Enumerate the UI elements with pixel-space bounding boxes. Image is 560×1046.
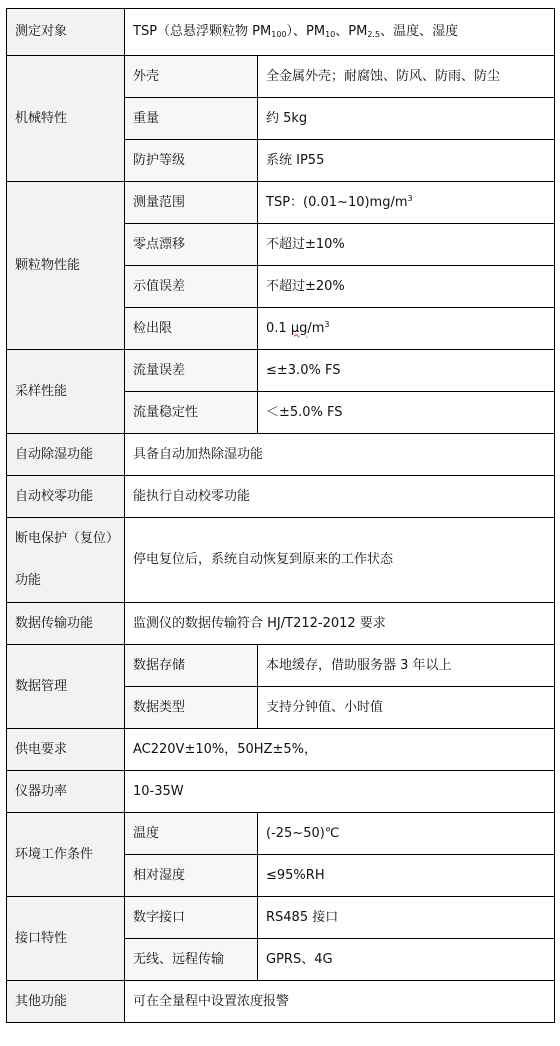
value-indication-error: 不超过±20% [258, 266, 555, 308]
label-sampling: 采样性能 [7, 350, 125, 434]
row-power-supply [7, 729, 555, 771]
name-protection: 防护等级 [125, 140, 258, 182]
label-particle: 颗粒物性能 [7, 182, 125, 350]
label-power-fail: 断电保护（复位）功能 [7, 518, 125, 603]
name-zero-drift: 零点漂移 [125, 224, 258, 266]
name-detection-limit: 检出限 [125, 308, 258, 350]
value-flow-error: ≤±3.0% FS [258, 350, 555, 392]
name-wireless-transfer: 无线、远程传输 [125, 939, 258, 981]
value-dehumid: 具备自动加热除湿功能 [125, 434, 555, 476]
label-data-mgmt: 数据管理 [7, 645, 125, 729]
name-weight: 重量 [125, 98, 258, 140]
name-digital-interface: 数字接口 [125, 897, 258, 939]
row-dehumid [7, 434, 555, 476]
value-data-type: 支持分钟值、小时值 [258, 687, 555, 729]
value-shell: 全金属外壳；耐腐蚀、防风、防雨、防尘 [258, 56, 555, 98]
label-power-supply: 供电要求 [7, 729, 125, 771]
value-measurement-object: TSP（总悬浮颗粒物 $PM_{100}$）、$PM_{10}$、$PM_{2.5}$、温度、湿度 [125, 9, 555, 56]
value-wireless-transfer: GPRS、4G [258, 939, 555, 981]
row-measurement-object [7, 9, 555, 56]
row-data-trans [7, 603, 555, 645]
name-temperature: 温度 [125, 813, 258, 855]
name-shell: 外壳 [125, 56, 258, 98]
name-indication-error: 示值误差 [125, 266, 258, 308]
value-range: TSP：$(0.01\sim 10)mg/m^3$ [258, 182, 555, 224]
spec-table [6, 8, 555, 1023]
row-zero-cal [7, 476, 555, 518]
value-flow-stability: ＜±5.0% FS [258, 392, 555, 434]
value-zero-cal: 能执行自动校零功能 [125, 476, 555, 518]
label-measurement-object: 测定对象 [7, 9, 125, 56]
label-dehumid: 自动除湿功能 [7, 434, 125, 476]
row-data-storage [7, 645, 555, 687]
name-range: 测量范围 [125, 182, 258, 224]
value-power-fail: 停电复位后，系统自动恢复到原来的工作状态 [125, 518, 555, 603]
label-environment: 环境工作条件 [7, 813, 125, 897]
value-zero-drift: 不超过±10% [258, 224, 555, 266]
value-digital-interface: RS485 接口 [258, 897, 555, 939]
row-env-temperature [7, 813, 555, 855]
value-data-trans: 监测仪的数据传输符合 HJ/T212-2012 要求 [125, 603, 555, 645]
row-particle-range [7, 182, 555, 224]
value-data-storage: 本地缓存，借助服务器 3 年以上 [258, 645, 555, 687]
row-mechanical-shell [7, 56, 555, 98]
name-flow-stability: 流量稳定性 [125, 392, 258, 434]
value-weight: 约 5kg [258, 98, 555, 140]
row-interface-digital [7, 897, 555, 939]
row-power-fail [7, 518, 555, 603]
row-other [7, 981, 555, 1023]
name-humidity: 相对湿度 [125, 855, 258, 897]
name-flow-error: 流量误差 [125, 350, 258, 392]
label-zero-cal: 自动校零功能 [7, 476, 125, 518]
label-mechanical: 机械特性 [7, 56, 125, 182]
value-protection: 系统 IP55 [258, 140, 555, 182]
name-data-type: 数据类型 [125, 687, 258, 729]
value-temperature: (-25~50)℃ [258, 813, 555, 855]
value-detection-limit: 0.1 $\mu g/m^3$ [258, 308, 555, 350]
label-other: 其他功能 [7, 981, 125, 1023]
value-humidity: ≤95%RH [258, 855, 555, 897]
name-data-storage: 数据存储 [125, 645, 258, 687]
row-sampling-flow-error [7, 350, 555, 392]
value-power-supply: AC220V±10%，50HZ±5%， [125, 729, 555, 771]
value-other: 可在全量程中设置浓度报警 [125, 981, 555, 1023]
label-power-consumption: 仪器功率 [7, 771, 125, 813]
label-interface: 接口特性 [7, 897, 125, 981]
row-power-consumption [7, 771, 555, 813]
value-power-consumption: 10-35W [125, 771, 555, 813]
label-data-trans: 数据传输功能 [7, 603, 125, 645]
